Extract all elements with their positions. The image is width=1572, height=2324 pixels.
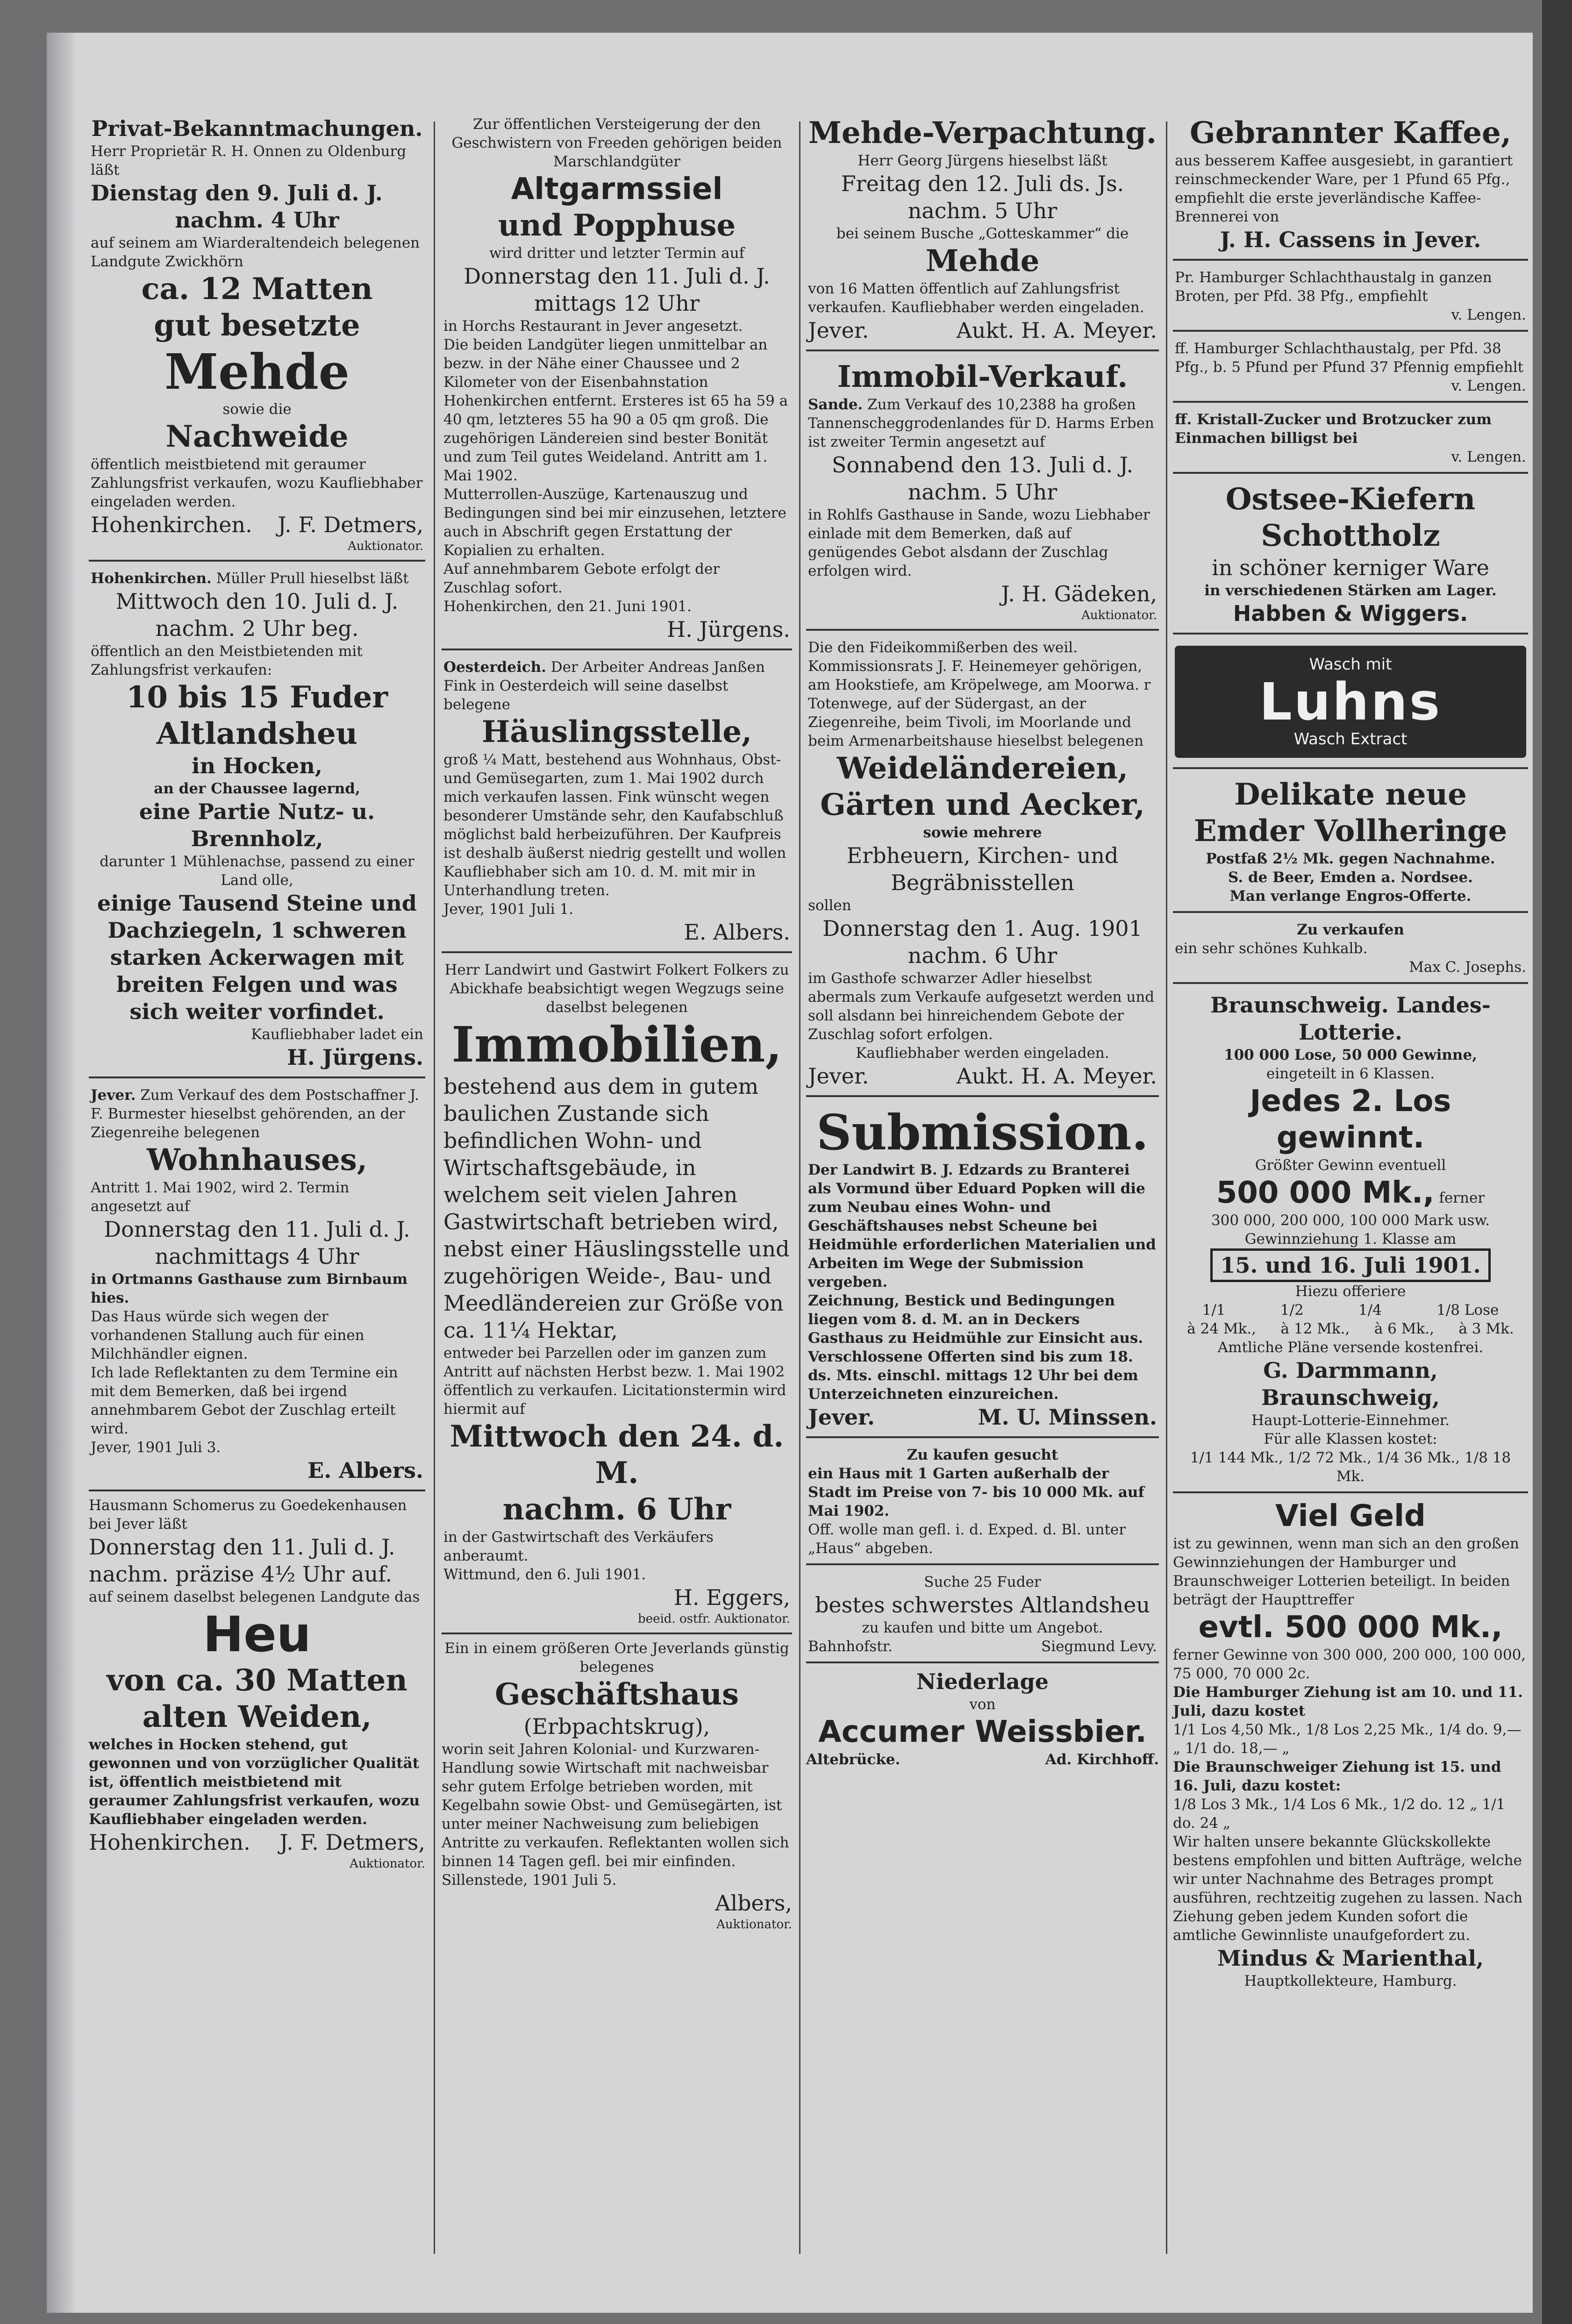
signature-name: Aukt. H. A. Meyer.: [956, 1063, 1157, 1089]
ad-body: groß ¼ Matt, bestehend aus Wohnhaus, Obst- und Gemüsegarten, zum 1. Mai 1902 durch mich verkaufen lassen. Fink wünscht wegen besonderer Umstände sehr, den Kaufabschluß möglichst bald herbeizuführen. Der Kaufpreis ist deshalb äußerst niedrig gestellt und wollen Kaufliebhaber sich am 10. d. M. mit mir in Unterhandlung treten.: [443, 751, 786, 899]
signature-name: J. H. Cassens in Jever.: [1220, 227, 1481, 252]
logo-brand: Luhns: [1259, 672, 1442, 732]
fraction-row: [1175, 1301, 1526, 1319]
ad-title-4: Begräbnisstellen: [891, 870, 1074, 895]
ad-date: Sonnabend den 13. Juli d. J.: [831, 452, 1134, 478]
signature-name: Mindus & Marienthal,: [1217, 1946, 1484, 1971]
ad-slogan: Jedes 2. Los gewinnt.: [1250, 1084, 1451, 1155]
ad-title-2: und Popphuse: [498, 208, 736, 243]
ad-zucker: [1173, 407, 1528, 474]
ad-body: aus besserem Kaffee ausgesiebt, in garantiert reinschmeckender Ware, per 1 Pfund 65 Pfg., empfiehlt die erste jeverländische Kaffee-Brennerei von: [1175, 152, 1513, 225]
ad-terms: öffentlich meistbietend mit geraumer Zahlungsfrist verkaufen, wozu Kaufliebhaber eingeladen werden.: [91, 456, 423, 510]
ad-place-label: Sande.: [808, 396, 863, 413]
luhns-logo: [1175, 646, 1526, 758]
ad-date: Donnerstag den 11. Juli d. J.: [89, 1534, 395, 1560]
hamburg-draw: Die Hamburger Ziehung ist am 10. und 11. Juli, dazu kostet: [1173, 1684, 1523, 1719]
prize-amount: 500 000 Mk.,: [1216, 1176, 1435, 1210]
page-spine: [47, 33, 75, 2313]
ad-intro: Hausmann Schomerus zu Goedekenhausen bei Jever läßt: [89, 1497, 407, 1533]
ad-mehde-verpachtung: [806, 112, 1159, 351]
ad-title: Geschäftshaus: [494, 1677, 739, 1712]
price: à 24 Mk.,: [1187, 1320, 1257, 1337]
price: à 12 Mk.,: [1280, 1320, 1350, 1337]
signature-place: Bahnhofstr.: [808, 1638, 893, 1655]
ad-body-3: Man verlange Engros-Offerte.: [1229, 888, 1472, 905]
ad-body: Der Landwirt B. J. Edzards zu Branterei als Vormund über Eduard Popken will die zum Neubau eines Wohn- und Geschäftshauses nebst Scheune bei Heidmühle erforderlichen Materialien und Arbeiten im Wege der Submission vergeben.: [808, 1162, 1156, 1290]
ad-body-2: Off. wolle man gefl. i. d. Exped. d. Bl. unter „Haus“ abgeben.: [808, 1521, 1126, 1557]
ad-body: in schöner kerniger Ware: [1212, 555, 1489, 580]
ad-title: Ostsee-Kiefern: [1225, 482, 1476, 517]
fraction: 1/4: [1358, 1302, 1382, 1319]
ad-mehde-onnen: [89, 112, 425, 562]
all-classes-prices: 1/1 144 Mk., 1/2 72 Mk., 1/4 36 Mk., 1/8 18 Mk.: [1190, 1449, 1511, 1485]
ad-place: in Horchs Restaurant in Jever angesetzt.: [443, 318, 743, 335]
ad-geschaeftshaus: [442, 1639, 792, 1932]
hamburg-prices: 1/1 Los 4,50 Mk., 1/8 Los 2,25 Mk., 1/4 do. 9,— „ 1/1 do. 18,— „: [1173, 1721, 1522, 1757]
signature-name: Max C. Josephs.: [1409, 959, 1526, 976]
ad-place-label: Oesterdeich.: [443, 659, 546, 676]
ad-time: nachm. 4 Uhr: [175, 207, 339, 233]
prize-amount: evtl. 500 000 Mk.,: [1198, 1610, 1503, 1645]
ad-title: Braunschweig. Landes-Lotterie.: [1210, 992, 1491, 1045]
ad-dateline: Jever, 1901 Juli 3.: [91, 1439, 221, 1456]
prize-list: 300 000, 200 000, 100 000 Mark usw.: [1211, 1212, 1490, 1229]
column-rule: [1166, 121, 1167, 2254]
signature-name: Habben & Wiggers.: [1233, 601, 1468, 626]
ad-intro: Zum Verkauf des dem Postschaffner J. F. Burmester hieselbst gehörenden, an der Ziegenreihe belegenen: [91, 1087, 419, 1141]
signature-place: Jever.: [808, 1063, 869, 1089]
ad-intro: Ein in einem größeren Orte Jeverlands günstig belegenes: [444, 1640, 789, 1675]
ad-intro: Herr Georg Jürgens hieselbst läßt: [857, 152, 1108, 169]
signature-name: E. Albers.: [307, 1458, 423, 1483]
ad-body-2: Ich lade Reflektanten zu dem Termine ein mit dem Bemerken, daß bei irgend annehmbarem Gebot der Zuschlag erteilt wird.: [91, 1364, 398, 1437]
ad-immobil-verkauf: [806, 356, 1159, 631]
ad-date: Mittwoch den 24. d. M.: [450, 1419, 784, 1490]
signature-name: Siegmund Levy.: [1041, 1638, 1157, 1655]
signature-name: G. Darmmann, Braunschweig,: [1261, 1358, 1440, 1410]
draw-label: Gewinnziehung 1. Klasse am: [1244, 1231, 1457, 1248]
ad-body-3: Wir halten unsere bekannte Glückskollekte bestens empfohlen und bitten Aufträge, welche wir unter Nachnahme des Betrages prompt ausführen, rechtzeitig zugehen zu lassen. Nach Ziehung geben jedem Kunden sofort die amtliche Gewinnliste unaufgefordert zu.: [1173, 1833, 1523, 1944]
ad-body: Die beiden Landgüter liegen unmittelbar an bezw. in der Nähe einer Chaussee und 2 Kilometer von der Eisenbahnstation Hohenkirchen entfernt. Ersteres ist 65 ha 59 a 40 qm, letzteres 55 ha 90 a 05 qm groß. Die zugehörigen Ländereien sind bester Bonität und zum Teil gutes Weideland. Antritt am 1. Mai 1902.: [443, 336, 788, 484]
ad-time: nachm. präzise 4½ Uhr auf.: [89, 1561, 393, 1587]
ad-body: von 16 Matten öffentlich auf Zahlungsfrist verkaufen. Kaufliebhaber werden eingeladen.: [808, 280, 1144, 316]
ad-place: bei seinem Busche „Gotteskammer“ die: [836, 225, 1129, 242]
ad-title: Häuslingsstelle,: [481, 714, 752, 749]
price: à 6 Mk.,: [1374, 1320, 1434, 1337]
ad-title: Viel Geld: [1275, 1499, 1426, 1533]
ad-time: nachmittags 4 Uhr: [155, 1244, 359, 1269]
signature-name: H. Jürgens.: [667, 617, 790, 642]
ad-quantity: ca. 12 Matten: [141, 271, 373, 307]
ad-kaffee: [1173, 112, 1528, 261]
signature-role: beeid. ostfr. Auktionator.: [638, 1612, 790, 1626]
ad-body: in Rohlfs Gasthause in Sande, wozu Liebhaber einlade mit dem Bemerken, daß auf genügendes Gebot alsdann der Zuschlag erfolgen wird.: [808, 506, 1150, 579]
ad-quantity-2: alten Weiden,: [142, 1699, 372, 1734]
ad-title: Altlandsheu: [156, 716, 358, 751]
ad-time: nachm. 6 Uhr: [502, 1492, 731, 1527]
ad-heading: Zu kaufen gesucht: [907, 1447, 1058, 1463]
ad-intro: Zur öffentlichen Versteigerung der den Geschwistern von Freeden gehörigen beiden Marschlandgüter: [451, 116, 782, 170]
signature-place: Jever.: [808, 318, 869, 343]
ad-title: Weideländereien,: [836, 751, 1129, 786]
ad-title: Heu: [203, 1606, 311, 1663]
logo-bottom-text: Wasch Extract: [1293, 730, 1408, 749]
ad-body: im Gasthofe schwarzer Adler hieselbst abermals zum Verkaufe aufgesetzt werden und soll alsdann bei hinreichendem Gebote der Zuschlag sofort erfolgen.: [808, 970, 1155, 1043]
ad-time: nachm. 5 Uhr: [907, 479, 1058, 505]
column-rule: [434, 121, 435, 2254]
ad-title: bestes schwerstes Altlandsheu: [815, 1592, 1150, 1618]
offer-label: Hiezu offeriere: [1295, 1283, 1406, 1300]
ad-invite: Kaufliebhaber werden eingeladen.: [856, 1045, 1109, 1062]
ad-body-3: Auf annehmbarem Gebote erfolgt der Zuschlag sofort.: [443, 561, 720, 596]
ad-body: ein sehr schönes Kuhkalb.: [1175, 940, 1368, 957]
ad-dateline: Wittmund, den 6. Juli 1901.: [443, 1566, 646, 1583]
ad-intro: Müller Prull hieselbst läßt: [216, 570, 409, 587]
ad-title-2: Emder Vollheringe: [1193, 813, 1508, 848]
column-rule: [799, 121, 800, 2254]
ad-text: wird dritter und letzter Termin auf: [489, 245, 745, 262]
ad-zu-kaufen-gesucht: [806, 1443, 1159, 1565]
ad-intro: Herr Proprietär R. H. Onnen zu Oldenburg läßt: [91, 143, 407, 178]
ad-altlandsheu: [89, 566, 425, 1078]
ad-item: eine Partie Nutz- u. Brennholz,: [139, 799, 375, 851]
signature-name: Albers,: [715, 1890, 792, 1916]
ad-title-2: Gärten und Aecker,: [820, 787, 1145, 822]
ad-weidelaendereien: [806, 635, 1159, 1097]
ad-title: Wohnhauses,: [147, 1142, 367, 1177]
ad-schlachthaustalg-2: [1173, 336, 1528, 403]
ad-items: einige Tausend Steine und Dachziegeln, 1 schweren starken Ackerwagen mit breiten Felgen und was sich weiter vorfindet.: [97, 891, 417, 1024]
ad-heu: [89, 1496, 425, 1872]
signature-role: Auktionator.: [350, 1857, 425, 1871]
signature-name: v. Lengen.: [1451, 307, 1526, 323]
signature-role: Hauptkollekteure, Hamburg.: [1244, 1973, 1457, 1989]
ad-body: zu kaufen und bitte um Angebot.: [862, 1619, 1103, 1636]
ad-sub: 100 000 Lose, 50 000 Gewinne,: [1224, 1047, 1477, 1063]
ad-time: nachm. 2 Uhr beg.: [155, 616, 359, 641]
ad-location: in Hocken,: [192, 753, 322, 778]
braunschweig-prices: 1/8 Los 3 Mk., 1/4 Los 6 Mk., 1/2 do. 12 „ 1/1 do. 24 „: [1173, 1796, 1506, 1832]
ad-body: Postfaß 2½ Mk. gegen Nachnahme.: [1206, 850, 1495, 867]
ad-immobilien: [442, 958, 792, 1634]
signature-role: Auktionator.: [1081, 608, 1157, 622]
ad-description: bestehend aus dem in gutem baulichen Zustande sich befindlichen Wohn- und Wirtschaftsgebäude, in welchem seit vielen Jahren Gastwirtschaft betrieben wird, nebst einer Häuslingsstelle und zugehörigen Weide-, Bau- und Meedländereien zur Größe von ca. 11¼ Hektar,: [443, 1074, 790, 1343]
ad-place: auf seinem am Wiarderaltendeich belegenen Landgute Zwickhörn: [91, 235, 420, 270]
signature-name: J. F. Detmers,: [278, 512, 423, 537]
ad-connector: sowie die: [222, 401, 292, 418]
logo-top-text: Wasch mit: [1309, 655, 1392, 674]
ad-dateline: Sillenstede, 1901 Juli 5.: [442, 1872, 617, 1889]
ad-heading: Zu verkaufen: [1297, 921, 1404, 938]
ad-body-2: ferner Gewinne von 300 000, 200 000, 100 000, 75 000, 70 000 2c.: [1173, 1647, 1526, 1682]
ad-body: Pr. Hamburger Schlachthaustalg in ganzen Broten, per Pfd. 38 Pfg., empfiehlt: [1175, 269, 1492, 305]
signature-name: Ad. Kirchhoff.: [1045, 1751, 1159, 1768]
ad-invite: Kaufliebhaber ladet ein: [251, 1026, 423, 1043]
ad-text: Antritt 1. Mai 1902, wird 2. Termin angesetzt auf: [91, 1179, 350, 1215]
ad-place-label: Hohenkirchen.: [91, 570, 212, 587]
ad-schlachthaustalg: [1173, 265, 1528, 332]
ad-intro: Suche 25 Fuder: [924, 1574, 1041, 1590]
column-3: [806, 112, 1159, 1769]
ad-title: Submission.: [816, 1104, 1149, 1161]
ad-intro: Die den Fideikommißerben des weil. Kommissionsrats J. F. Heinemeyer gehörigen, am Hookstiefe, am Kröpelwege, am Moorwa. r Totenwege, auf der Südergast, an der Ziegenreihe, beim Tivoli, im Moorlande und beim Armenarbeitshause hieselbst belegenen: [808, 639, 1151, 749]
ad-body-2: in verschiedenen Stärken am Lager.: [1204, 582, 1497, 599]
ad-location-2: an der Chaussee lagernd,: [154, 780, 360, 797]
ad-title-2: (Erbpachtskrug),: [523, 1714, 710, 1739]
ad-altgarmssiel: [442, 112, 792, 650]
ad-body: Das Haus würde sich wegen der vorhandenen Stallung auch für einen Milchhändler eignen.: [91, 1308, 364, 1362]
ad-body: ff. Hamburger Schlachthaustalg, per Pfd. 38 Pfg., b. 5 Pfund per Pfund 37 Pfennig empfiehlt: [1175, 340, 1524, 376]
ad-luhns: [1173, 639, 1528, 769]
signature-place: Hohenkirchen.: [91, 512, 252, 537]
ad-date: Donnerstag den 11. Juli d. J.: [464, 264, 770, 289]
ad-viel-geld: [1173, 1498, 1528, 1990]
ad-body-2: Mutterrollen-Auszüge, Kartenauszug und Bedingungen sind bei mir einzusehen, letztere auch in Abschrift gegen Erstattung der Kopialien zu erhalten.: [443, 486, 786, 559]
signature-name: J. H. Gädeken,: [1001, 581, 1157, 606]
ad-body-2: S. de Beer, Emden a. Nordsee.: [1228, 869, 1473, 886]
prize-label: Größter Gewinn eventuell: [1255, 1157, 1446, 1174]
ad-body: entweder bei Parzellen oder im ganzen zum Antritt auf nächsten Herbst bezw. 1. Mai 1902 öffentlich zu verkaufen. Licitationstermin wird hiermit auf: [443, 1345, 786, 1418]
ad-time: mittags 12 Uhr: [534, 291, 700, 316]
ad-time: nachm. 6 Uhr: [907, 943, 1058, 968]
ad-place: in der Gastwirtschaft des Verkäufers anberaumt.: [443, 1529, 714, 1564]
ad-wohnhaus: [89, 1083, 425, 1491]
ad-date: Freitag den 12. Juli ds. Js.: [841, 171, 1124, 196]
ad-quantity: 10 bis 15 Fuder: [126, 680, 388, 715]
ad-place: auf seinem daselbst belegenen Landgute das: [89, 1589, 420, 1605]
ad-title: Delikate neue: [1234, 777, 1467, 812]
ad-haeuslingsstelle: [442, 655, 792, 953]
ad-kiefern: [1173, 478, 1528, 634]
column-2: [442, 112, 792, 1932]
signature-name: v. Lengen.: [1451, 449, 1526, 465]
braunschweig-draw: Die Braunschweiger Ziehung ist 15. und 16. Juli, dazu kostet:: [1173, 1759, 1501, 1794]
ad-title: Mehde-Verpachtung.: [808, 115, 1157, 150]
fraction: 1/2: [1280, 1302, 1304, 1319]
ad-connector: sowie mehrere: [923, 824, 1042, 841]
signature-place: Altebrücke.: [806, 1751, 900, 1768]
ad-title: Immobil-Verkauf.: [837, 359, 1128, 394]
ad-title-3: Erbheuern, Kirchen- und: [846, 843, 1119, 868]
ad-lotterie: [1173, 989, 1528, 1493]
all-classes-label: Für alle Klassen kostet:: [1264, 1431, 1437, 1447]
ad-date: Mittwoch den 10. Juli d. J.: [115, 589, 399, 614]
fraction: 1/8 Lose: [1436, 1302, 1499, 1319]
ad-heading: Niederlage: [916, 1669, 1049, 1694]
price-row: [1175, 1319, 1526, 1338]
signature-name: H. Jürgens.: [287, 1045, 423, 1070]
ad-item-desc: darunter 1 Mühlenachse, passend zu einer Land olle,: [100, 853, 414, 889]
ad-text: sollen: [808, 897, 851, 914]
signature-role: Auktionator.: [716, 1918, 792, 1932]
ad-date: Dienstag den 9. Juli d. J.: [91, 180, 383, 206]
section-heading: Privat-Bekanntmachungen.: [91, 116, 423, 141]
ad-quantity-2: gut besetzte: [154, 308, 360, 343]
ad-intro: Der Arbeiter Andreas Janßen Fink in Oesterdeich will seine daselbst belegene: [443, 659, 765, 713]
signature-name: v. Lengen.: [1451, 378, 1526, 394]
ad-place: in Ortmanns Gasthause zum Birnbaum hies.: [91, 1271, 408, 1306]
ad-quantity: von ca. 30 Matten: [107, 1663, 407, 1698]
ad-terms: öffentlich an den Meistbietenden mit Zahlungsfrist verkaufen:: [91, 643, 363, 678]
signature-name: J. F. Detmers,: [279, 1830, 425, 1855]
fraction: 1/1: [1202, 1302, 1226, 1319]
ad-submission: [806, 1102, 1159, 1438]
ad-title: Mehde: [164, 343, 350, 400]
ad-date: Donnerstag den 1. Aug. 1901: [822, 916, 1143, 941]
ad-kuhkalb: [1173, 918, 1528, 984]
ad-body: worin seit Jahren Kolonial- und Kurzwaren-Handlung sowie Wirtschaft mit nachweisbar sehr gutem Erfolge betrieben worden, mit Kegelbahn sowie Obst- und Gemüsegärten, ist unter meiner Nachweisung zum beliebigen Antritte zu verkaufen. Reflektanten wollen sich binnen 14 Tagen gefl. bei mir einfinden.: [442, 1741, 789, 1870]
ad-title: Altgarmssiel: [511, 172, 723, 207]
ad-connector: von: [969, 1696, 996, 1713]
ad-altlandsheu-gesucht: [806, 1570, 1159, 1663]
draw-dates: 15. und 16. Juli 1901.: [1210, 1248, 1490, 1282]
ad-sub-2: eingeteilt in 6 Klassen.: [1266, 1065, 1435, 1082]
ad-body: ff. Kristall-Zucker und Brotzucker zum Einmachen billigst bei: [1175, 411, 1492, 447]
ad-title: Immobilien,: [451, 1016, 782, 1073]
signature-name: E. Albers.: [684, 920, 790, 945]
price: à 3 Mk.: [1458, 1320, 1514, 1337]
ad-intro: Zum Verkauf des 10,2388 ha großen Tannenscheggrodenlandes für D. Harms Erben ist zweiter Termin angesetzt auf: [808, 396, 1154, 450]
ad-time: nachm. 5 Uhr: [907, 198, 1058, 223]
signature-place: Jever.: [808, 1404, 875, 1430]
ad-title-2: Nachweide: [165, 419, 349, 454]
ad-vollheringe: [1173, 774, 1528, 913]
ad-intro: Herr Landwirt und Gastwirt Folkert Folkers zu Abickhafe beabsichtigt wegen Wegzugs seine daselbst belegenen: [444, 962, 789, 1016]
signature-name: H. Eggers,: [673, 1585, 790, 1610]
signature-role: Auktionator.: [348, 539, 423, 553]
signature-name: M. U. Minssen.: [978, 1404, 1157, 1430]
ad-title-2: Mehde: [925, 243, 1040, 278]
dark-edge: [1542, 0, 1572, 2324]
ad-title-2: Schottholz: [1261, 518, 1440, 553]
ad-weissbier: [806, 1668, 1159, 1769]
signature-place: Hohenkirchen.: [89, 1830, 250, 1855]
ad-body-2: Zeichnung, Bestick und Bedingungen liegen vom 8. d. M. an in Deckers Gasthaus zu Heidmühle zur Einsicht aus. Verschlossene Offerten sind bis zum 18. ds. Mts. einschl. mittags 12 Uhr bei dem Unterzeichneten einzureichen.: [808, 1292, 1143, 1403]
signature-name: Aukt. H. A. Meyer.: [956, 318, 1157, 343]
ad-dateline: Hohenkirchen, den 21. Juni 1901.: [443, 598, 692, 615]
signature-role: Haupt-Lotterie-Einnehmer.: [1251, 1412, 1450, 1429]
ad-dateline: Jever, 1901 Juli 1.: [443, 901, 574, 918]
ad-body: ein Haus mit 1 Garten außerhalb der Stadt im Preise von 7- bis 10 000 Mk. auf Mai 1902.: [808, 1465, 1144, 1519]
ad-title: Accumer Weissbier.: [818, 1715, 1147, 1749]
ad-place-label: Jever.: [91, 1087, 136, 1104]
ad-date: Donnerstag den 11. Juli d. J.: [104, 1217, 410, 1242]
ad-description: welches in Hocken stehend, gut gewonnen und von vorzüglicher Qualität ist, öffentlich meistbietend mit geraumer Zahlungsfrist verkaufen, wozu Kaufliebhaber eingeladen werden.: [89, 1736, 420, 1828]
plans-note: Amtliche Pläne versende kostenfrei.: [1217, 1339, 1484, 1356]
ad-body: ist zu gewinnen, wenn man sich an den großen Gewinnziehungen der Hamburger und Braunschweiger Lotterien beteiligt. In beiden beträgt der Haupttreffer: [1173, 1535, 1519, 1608]
ad-title: Gebrannter Kaffee,: [1190, 115, 1511, 150]
column-1: [89, 112, 425, 1872]
prize-more: ferner: [1439, 1190, 1485, 1206]
column-4: [1173, 112, 1528, 1990]
